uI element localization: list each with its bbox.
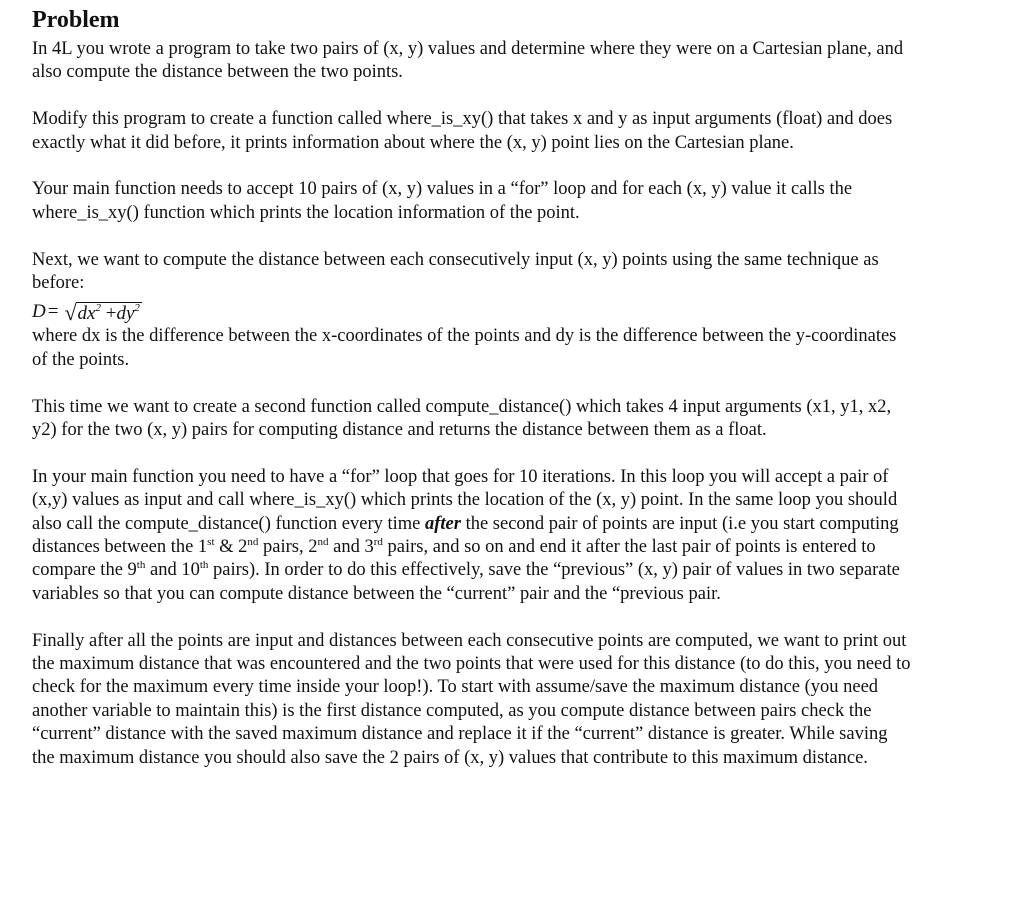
- formula-term-dy: dy: [116, 303, 135, 325]
- ordinal-suffix: st: [207, 536, 215, 549]
- sqrt-radical-icon: √: [64, 300, 77, 326]
- text-segment: pairs, and so on and end it after the last pair of points is entered to compare the 9: [32, 537, 876, 581]
- problem-title: Problem: [32, 7, 120, 33]
- ordinal-suffix: nd: [247, 536, 259, 549]
- ordinal-suffix: rd: [373, 536, 383, 549]
- paragraph-intro: In 4L you wrote a program to take two pairs of (x, y) values and determine where they were on a Cartesian plane, and also compute the distance between the two points.: [32, 39, 904, 83]
- paragraph-distance-intro: Next, we want to compute the distance between each consecutively input (x, y) points using the same technique as before:: [32, 249, 879, 294]
- text-segment: pairs, 2: [258, 537, 318, 558]
- formula-exp-dx: 2: [95, 302, 101, 315]
- paragraph-for-loop-details: [32, 466, 912, 606]
- text-segment: and 10: [145, 560, 200, 581]
- formula-exp-dy: 2: [134, 302, 140, 315]
- text-segment: pairs). In order to do this effectively, save the “previous” (x, y) pair of values in two separate variables so that you can compute distance between the “current” pair and the “previous pair.: [32, 560, 900, 604]
- formula-radicand: [76, 302, 142, 325]
- text-segment: & 2: [214, 537, 248, 558]
- problem-document: [32, 6, 912, 770]
- ordinal-suffix: th: [199, 559, 209, 572]
- paragraph-maximum-distance: Finally after all the points are input and distances between each consecutive points are computed, we want to print out the maximum distance that was encountered and the two points that were used for this distance (to do this, you need to check for the maximum every time inside your loop!). To start with assume/save the maximum distance (you need another variable to maintain this) is the first distance computed, as you compute distance between pairs check the “current” distance with the saved maximum distance and replace it if the “current” distance is greater. While saving the maximum distance you should also save the 2 pairs of (x, y) values that contribute to this maximum distance.: [32, 630, 911, 768]
- formula-term-dx: dx: [77, 303, 96, 325]
- paragraph-main-loop: Your main function needs to accept 10 pairs of (x, y) values in a “for” loop and for each (x, y) value it calls the where_is_xy() function which prints the location information of the point.: [32, 179, 853, 223]
- paragraph-dx-dy-definition: where dx is the difference between the x-coordinates of the points and dy is the difference between the y-coordinates of the points.: [32, 326, 897, 370]
- paragraph-where-is-xy: Modify this program to create a function called where_is_xy() that takes x and y as input arguments (float) and does exactly what it did before, it prints information about where the (x, y) point lies on the Cartesian plane.: [32, 109, 893, 153]
- formula-plus: +: [105, 303, 117, 325]
- ordinal-suffix: th: [136, 559, 146, 572]
- emphasis-after: after: [424, 513, 461, 534]
- text-segment: In your main function you need to have a “for” loop that goes for 10 iterations. In this loop you will accept a pair of (x,y) values as input and call where_is_xy() which prints the location of the (x, y) point. In the same loop you should also call the compute_distance() function every time: [32, 466, 898, 534]
- ordinal-suffix: nd: [317, 536, 329, 549]
- text-segment: and 3: [328, 537, 374, 558]
- paragraph-compute-distance: This time we want to create a second function called compute_distance() which takes 4 input arguments (x1, y1, x2, y2) for the two (x, y) pairs for computing distance and returns the distance between them as a float.: [32, 396, 892, 441]
- distance-formula: [32, 295, 912, 325]
- text-segment: the second pair of points are input (i.e you start computing distances between the 1: [32, 513, 899, 558]
- formula-sqrt: [64, 301, 141, 325]
- formula-lhs: D: [32, 301, 46, 323]
- formula-equals: =: [47, 301, 59, 323]
